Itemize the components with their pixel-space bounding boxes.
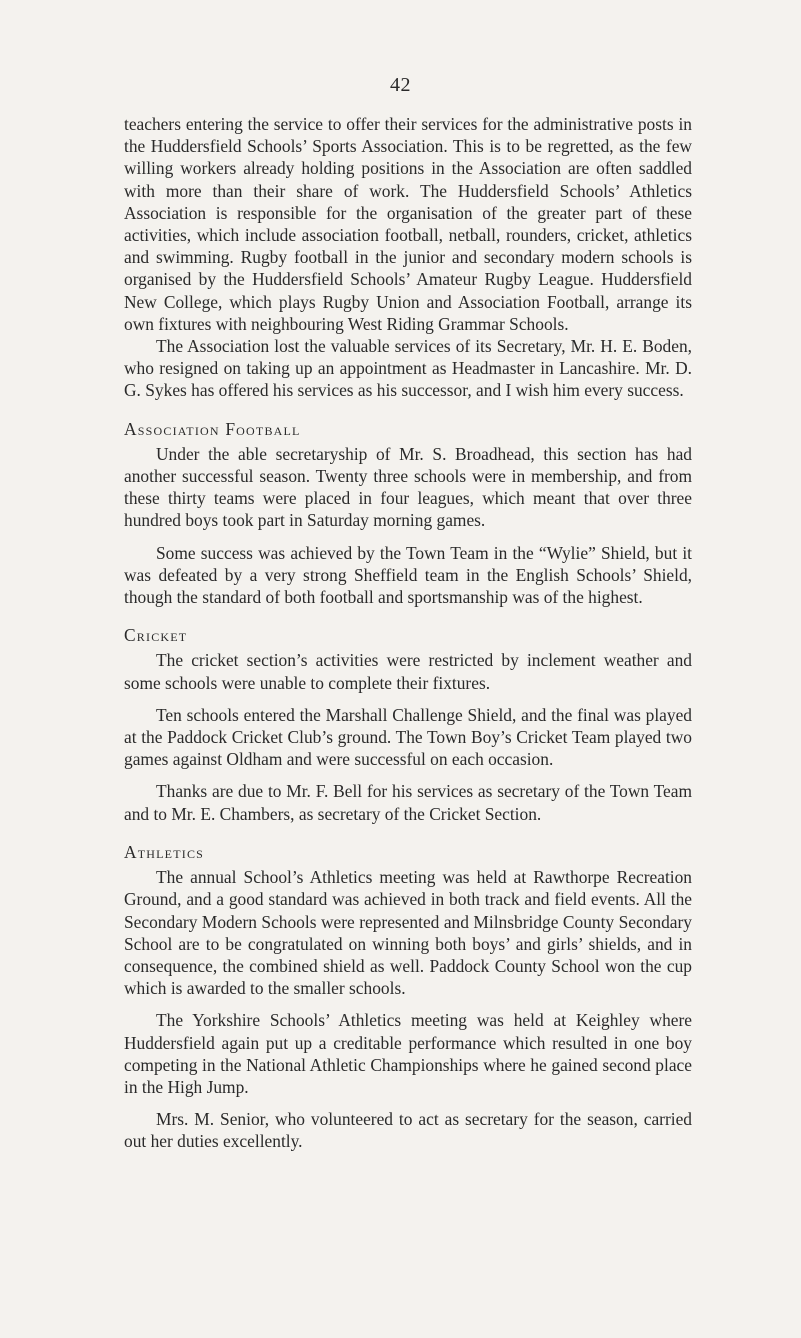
intro-paragraph-2: The Association lost the valuable services of its Secretary, Mr. H. E. Boden, who resigned on taking up an appointment as Headmaster in Lancashire. Mr. D. G. Sykes has offered his services as his successor, and I wish him every success.: [124, 336, 692, 401]
section-heading-association-football: Association Football: [124, 418, 301, 439]
athletics-paragraph-3: Mrs. M. Senior, who volunteered to act as secretary for the season, carried out her duties excellently.: [124, 1109, 692, 1152]
section-heading-cricket: Cricket: [124, 625, 188, 646]
athletics-paragraph-2: The Yorkshire Schools’ Athletics meeting was held at Keighley where Huddersfield again put up a creditable performance which resulted in one boy competing in the National Athletic Championships where he gained second place in the High Jump.: [124, 1010, 692, 1097]
athletics-paragraph-1: The annual School’s Athletics meeting was held at Rawthorpe Recreation Ground, and a good standard was achieved in both track and field events. All the Secondary Modern Schools were represented and Milnsbridge County Secondary School are to be congratulated on winning both boys’ and girls’ shields, and in consequence, the combined shield as well. Paddock County School won the cup which is awarded to the smaller schools.: [124, 867, 692, 999]
cricket-paragraph-3: Thanks are due to Mr. F. Bell for his services as secretary of the Town Team and to Mr. E. Chambers, as secretary of the Cricket Section.: [124, 781, 692, 824]
football-paragraph-2: Some success was achieved by the Town Team in the “Wylie” Shield, but it was defeated by a very strong Sheffield team in the English Schools’ Shield, though the standard of both football and sportsmanship was of the highest.: [124, 542, 692, 608]
page-number: 42: [390, 74, 411, 96]
football-paragraph-1: Under the able secretaryship of Mr. S. Broadhead, this section has had another successful season. Twenty three schools were in membership, and from these thirty teams were placed in four leagues, which meant that over three hundred boys took part in Saturday morning games.: [124, 443, 692, 531]
cricket-paragraph-1: The cricket section’s activities were restricted by inclement weather and some schools were unable to complete their fixtures.: [124, 650, 692, 693]
cricket-paragraph-2: Ten schools entered the Marshall Challenge Shield, and the final was played at the Paddock Cricket Club’s ground. The Town Boy’s Cricket Team played two games against Oldham and were successful on each occasion.: [124, 704, 692, 770]
section-heading-athletics: Athletics: [124, 841, 205, 862]
intro-paragraph-1: teachers entering the service to offer their services for the administrative posts in the Huddersfield Schools’ Sports Association. This is to be regretted, as the few willing workers already holding positions in the Association are often saddled with more than their share of work. The Huddersfield Schools’ Athletics Association is responsible for the organisation of the greater part of these activities, which include association football, netball, rounders, cricket, athletics and swimming. Rugby football in the junior and secondary modern schools is organised by the Huddersfield Schools’ Amateur Rugby League. Huddersfield New College, which plays Rugby Union and Association Football, arrange its own fixtures with neighbouring West Riding Grammar Schools.: [124, 114, 692, 334]
body-text: [124, 113, 692, 1153]
